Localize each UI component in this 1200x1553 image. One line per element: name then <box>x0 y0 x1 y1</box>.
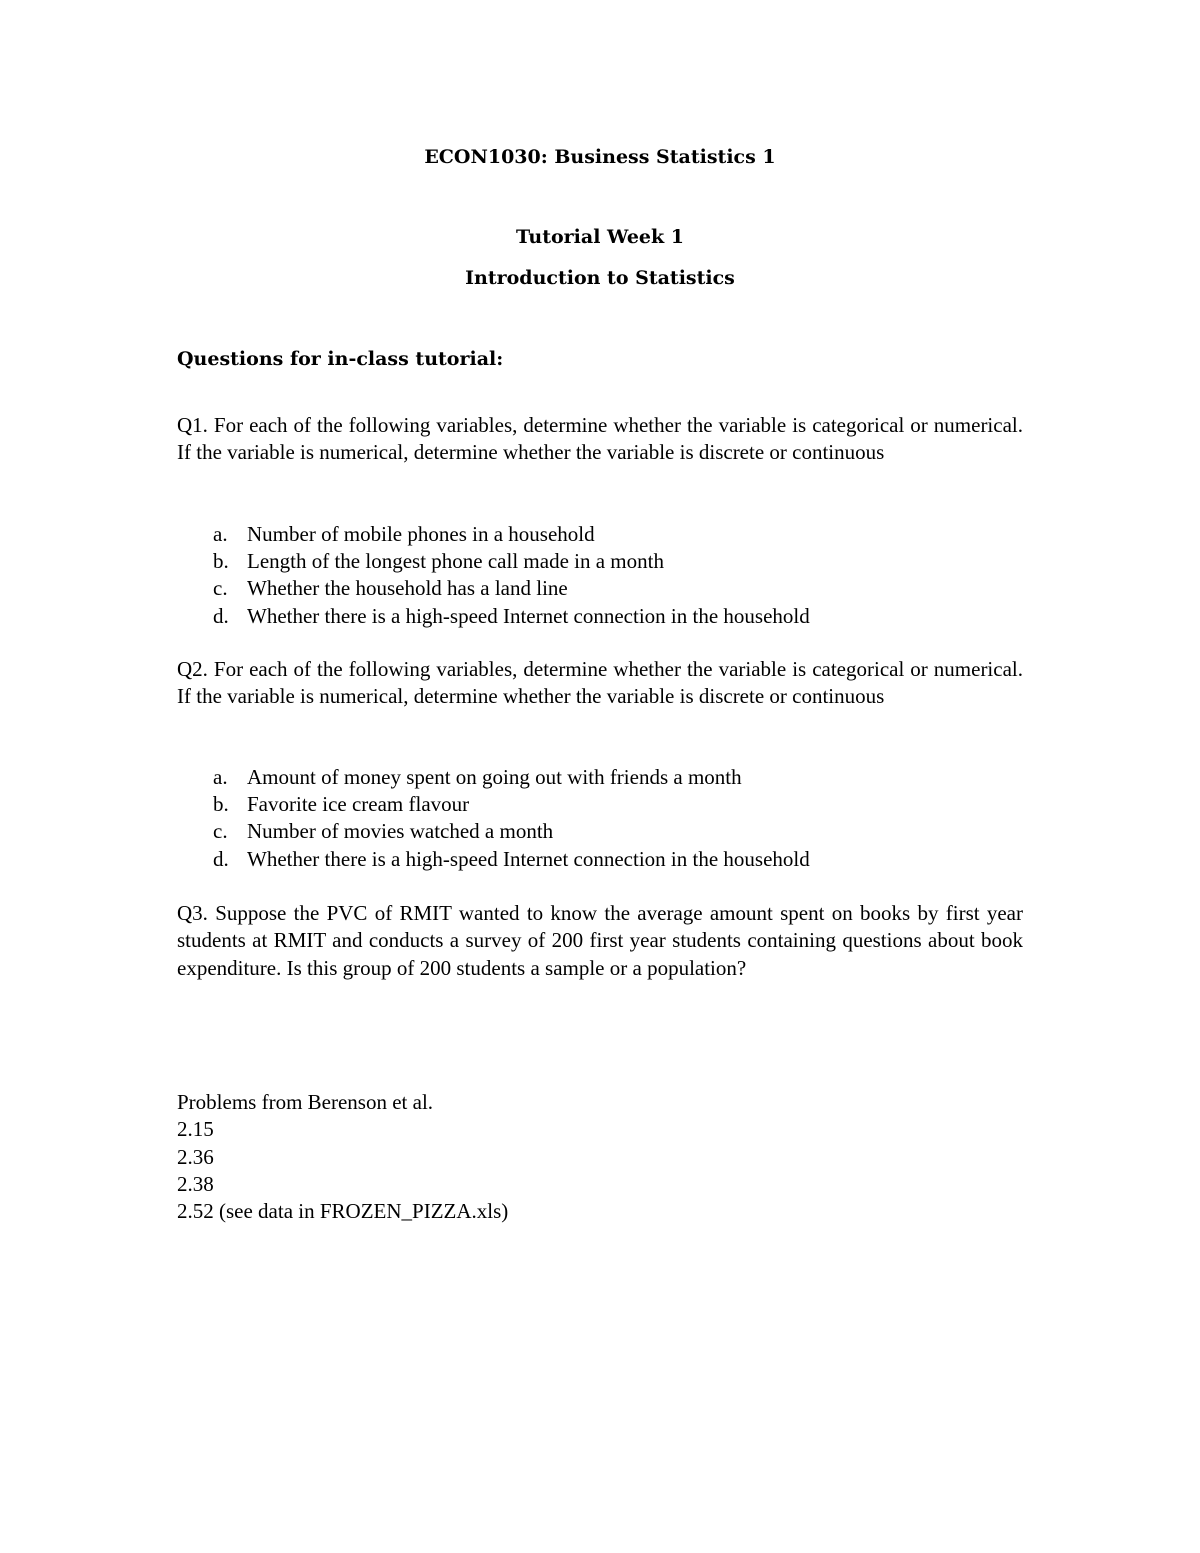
question-number: Q1. <box>177 413 208 437</box>
tutorial-week-heading: Tutorial Week 1 <box>516 226 684 248</box>
option-text: Number of mobile phones in a household <box>247 522 595 546</box>
option-text: Whether the household has a land line <box>247 576 568 601</box>
list-item <box>177 603 1023 630</box>
list-item <box>177 764 1023 791</box>
option-text: Amount of money spent on going out with friends a month <box>247 765 742 789</box>
problems-heading: Problems from Berenson et al. <box>177 1090 434 1114</box>
course-title: ECON1030: Business Statistics 1 <box>424 146 776 168</box>
option-letter: a. <box>213 522 228 546</box>
question-number: Q2. <box>177 657 208 681</box>
problem-item: 2.15 <box>177 1117 214 1142</box>
topic-heading: Introduction to Statistics <box>465 267 735 289</box>
question-number: Q3. <box>177 901 208 925</box>
list-item <box>177 521 1023 548</box>
option-text: Number of movies watched a month <box>247 819 554 844</box>
question-text: For each of the following variables, determine whether the variable is categorical or numerical. If the variable is numerical, determine whether the variable is discrete or continuous <box>177 657 1023 709</box>
option-letter: c. <box>213 576 228 601</box>
option-letter: b. <box>213 549 229 574</box>
option-text: Length of the longest phone call made in a month <box>247 549 664 574</box>
question-text: Suppose the PVC of RMIT wanted to know the average amount spent on books by first year students at RMIT and conducts a survey of 200 first year students containing questions about book expenditure. Is this group of 200 students a sample or a population? <box>177 901 1023 980</box>
option-letter: c. <box>213 819 228 844</box>
list-item <box>177 791 1023 818</box>
question-3 <box>177 900 1023 982</box>
list-item <box>177 575 1023 602</box>
problem-item: 2.38 <box>177 1171 214 1196</box>
option-text: Favorite ice cream flavour <box>247 792 470 817</box>
problem-item: 2.52 (see data in FROZEN_PIZZA.xls) <box>177 1199 509 1224</box>
question-1-options <box>177 521 1023 630</box>
problems-section <box>177 1089 508 1225</box>
list-item <box>177 548 1023 575</box>
list-item <box>177 818 1023 845</box>
option-text: Whether there is a high-speed Internet connection in the household <box>247 603 810 628</box>
question-2-options <box>177 764 1023 873</box>
list-item <box>177 846 1023 873</box>
option-letter: a. <box>213 765 228 789</box>
option-text: Whether there is a high-speed Internet connection in the household <box>247 846 810 871</box>
question-text: For each of the following variables, determine whether the variable is categorical or numerical. If the variable is numerical, determine whether the variable is discrete or continuous <box>177 413 1023 465</box>
section-label: Questions for in-class tutorial: <box>177 348 504 370</box>
option-letter: b. <box>213 792 229 817</box>
problem-item: 2.36 <box>177 1144 214 1169</box>
question-1 <box>177 412 1023 467</box>
option-letter: d. <box>213 846 229 871</box>
option-letter: d. <box>213 603 229 628</box>
question-2 <box>177 656 1023 711</box>
